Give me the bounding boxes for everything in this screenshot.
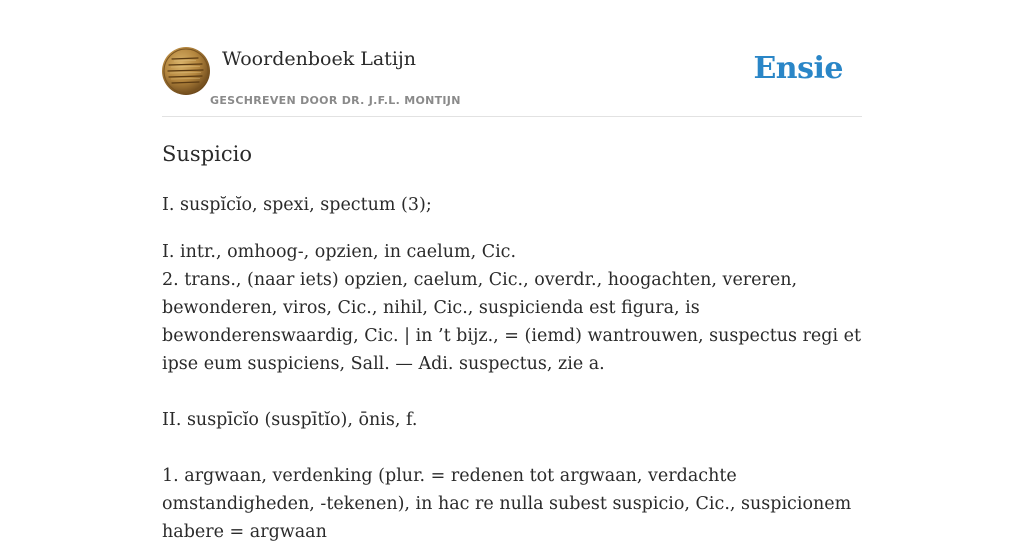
entry-content — [162, 138, 872, 546]
coin-logo-icon[interactable] — [162, 47, 210, 95]
ensie-brand-logo[interactable]: Ensie — [753, 51, 843, 86]
site-header — [162, 46, 862, 117]
author-byline: GESCHREVEN DOOR DR. J.F.L. MONTIJN — [210, 94, 461, 107]
coin-logo-graphic — [162, 47, 210, 95]
entry-body: I. intr., omhoog-, opzien, in caelum, Cic. 2. trans., (naar iets) opzien, caelum, Cic., overdr., hoogachten, vereren, bewonderen, viros, Cic., nihil, Cic., suspicienda est figura, is bewonderenswaardig, Cic. | in ’t bijz., = (iemd) wantrouwen, suspectus regi et ipse eum suspiciens, Sall. — Adi. suspectus, zie a. II. suspīcĭo (suspītĭo), ōnis, f. 1. argwaan, verdenking (plur. = redenen tot argwaan, verdachte omstandigheden, -tekenen), in hac re nulla subest suspicio, Cic., suspicionem habere = argwaan — [162, 242, 862, 542]
entry-heading-line: I. suspĭcĭo, spexi, spectum (3); — [162, 195, 432, 215]
book-title[interactable]: Woordenboek Latijn — [222, 48, 417, 70]
entry-title: Suspicio — [162, 142, 252, 166]
